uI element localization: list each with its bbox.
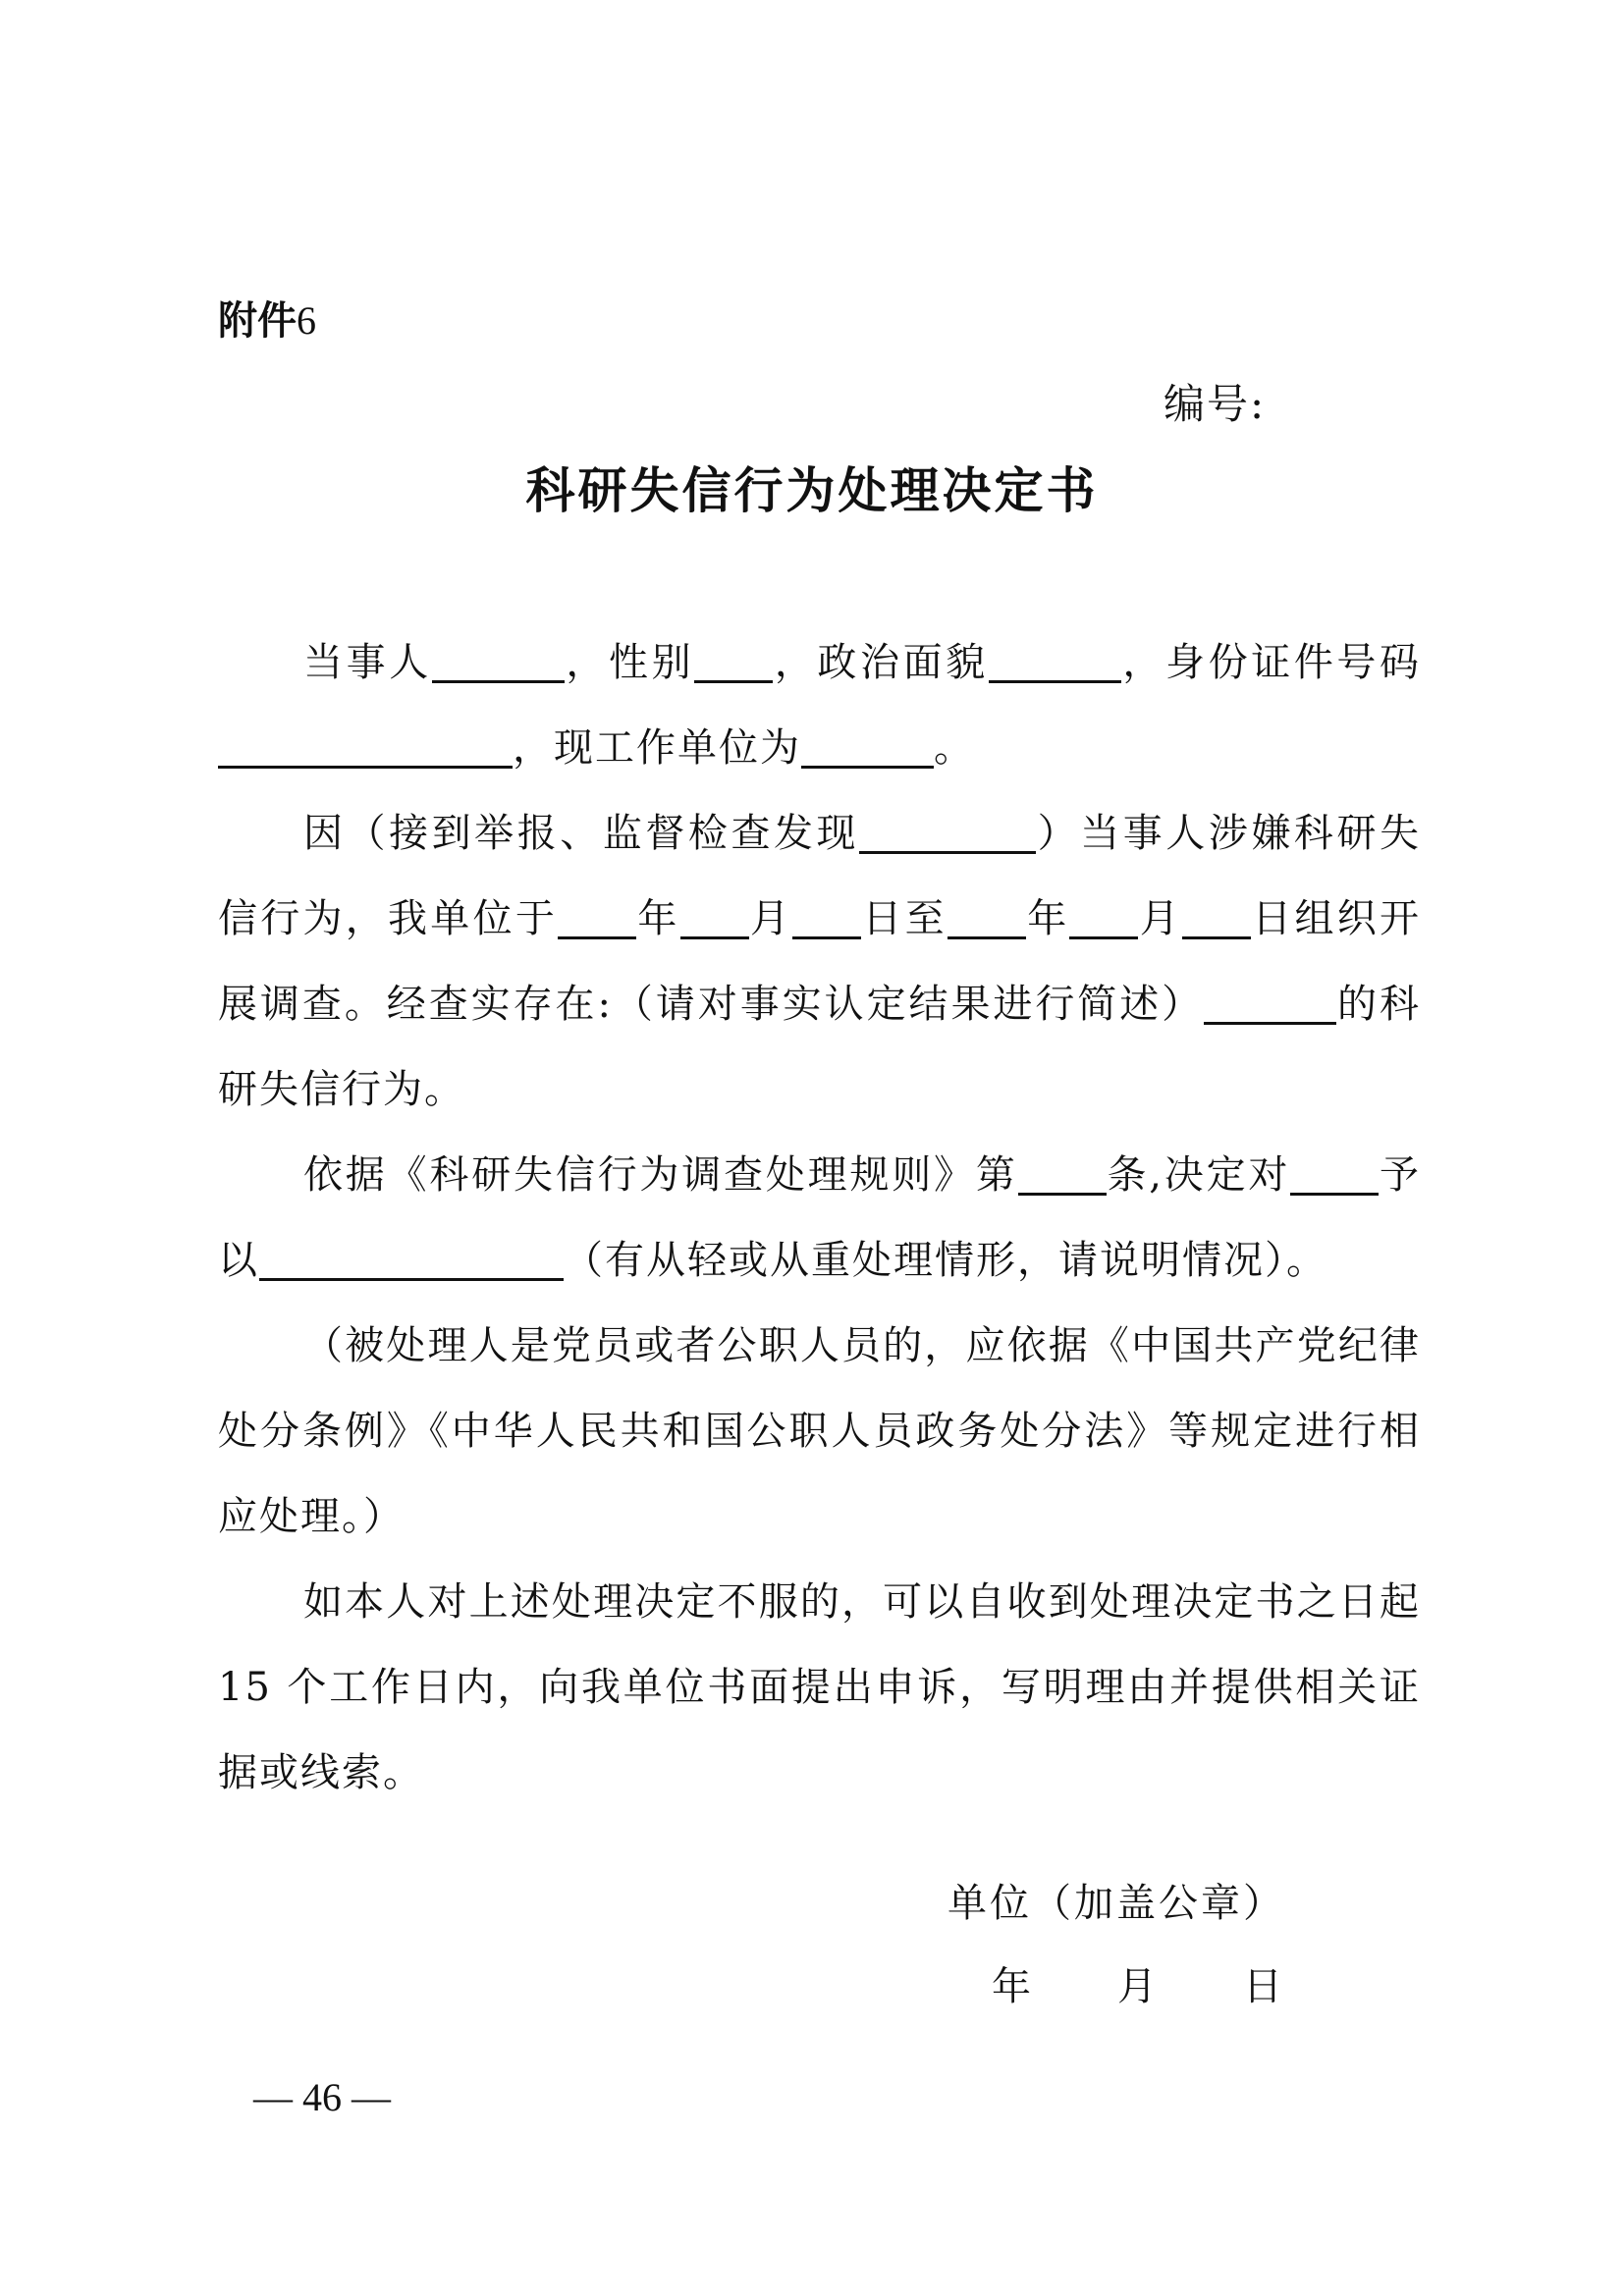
- party-member-note-paragraph: （被处理人是党员或者公职人员的，应依据《中国共产党纪律处分条例》《中华人民共和国公职人员政务处分法》等规定进行相应处理。）: [218, 1323, 1421, 1539]
- political-status-label: ，政治面貌: [773, 640, 989, 685]
- document-title: 科研失信行为处理决定书: [525, 462, 1099, 519]
- penalty-note: （有从轻或从重处理情形，请说明情况）。: [564, 1238, 1327, 1283]
- gender-label: ，性别: [564, 640, 695, 685]
- political-status-blank[interactable]: [989, 637, 1121, 683]
- gender-blank[interactable]: [694, 637, 773, 683]
- id-number-label: ，身份证件号码: [1120, 640, 1422, 685]
- work-unit-label: ，现工作单位为: [513, 725, 801, 771]
- rule-reference-text: 依据《科研失信行为调查处理规则》第: [303, 1152, 1018, 1198]
- party-info-paragraph: [218, 620, 1421, 791]
- subject-blank[interactable]: [1290, 1149, 1379, 1196]
- article-number-blank[interactable]: [1018, 1149, 1107, 1196]
- end-year-blank[interactable]: [947, 893, 1026, 939]
- start-month-blank[interactable]: [680, 893, 749, 939]
- attachment-label-text: 附件: [218, 298, 297, 344]
- source-label: 因（接到举报、监督检查发现: [303, 811, 860, 856]
- source-blank[interactable]: [859, 808, 1036, 854]
- decision-label: 条,决定对: [1106, 1152, 1291, 1198]
- party-name-blank[interactable]: [432, 637, 565, 683]
- document-body: [218, 620, 1421, 1816]
- start-year-label: 年: [636, 896, 680, 941]
- start-month-label: 月: [748, 896, 793, 941]
- issuing-unit-seal-label: 单位（加盖公章）: [947, 1881, 1285, 1926]
- end-day-blank[interactable]: [1182, 893, 1251, 939]
- issue-month-label: 月: [1117, 1964, 1157, 2009]
- paragraph-end-mark: 。: [934, 725, 975, 771]
- end-month-blank[interactable]: [1069, 893, 1138, 939]
- investigation-text: ）当事人涉嫌科研失信行为，我单位于: [218, 811, 1422, 941]
- issue-day-label: 日: [1243, 1964, 1282, 2009]
- party-label: 当事人: [303, 640, 432, 685]
- issue-date: [992, 1955, 1282, 2018]
- page-number: — 46 —: [253, 2075, 391, 2119]
- id-number-blank[interactable]: [218, 722, 513, 769]
- end-year-label: 年: [1025, 896, 1070, 941]
- penalty-blank[interactable]: [259, 1235, 564, 1281]
- end-day-text: 日组织开展调查。经查实存在:（请对事实认定结果进行简述）: [218, 896, 1422, 1027]
- serial-number-label: 编号:: [1164, 380, 1267, 428]
- start-day-label: 日至: [861, 896, 947, 941]
- investigation-paragraph: [218, 791, 1421, 1133]
- issue-year-label: 年: [992, 1964, 1031, 2009]
- attachment-number: 6: [297, 298, 316, 343]
- work-unit-blank[interactable]: [801, 722, 934, 769]
- end-month-label: 月: [1138, 896, 1183, 941]
- penalty-label: 予以: [218, 1152, 1422, 1283]
- findings-blank[interactable]: [1204, 979, 1336, 1025]
- start-year-blank[interactable]: [558, 893, 636, 939]
- start-day-blank[interactable]: [792, 893, 861, 939]
- attachment-label: [218, 294, 316, 347]
- findings-end-text: 的科研失信行为。: [218, 982, 1421, 1112]
- basis-paragraph: [218, 1133, 1421, 1304]
- appeal-paragraph: 如本人对上述处理决定不服的，可以自收到处理决定书之日起 15 个工作日内，向我单位书面提出申诉，写明理由并提供相关证据或线索。: [218, 1579, 1421, 1795]
